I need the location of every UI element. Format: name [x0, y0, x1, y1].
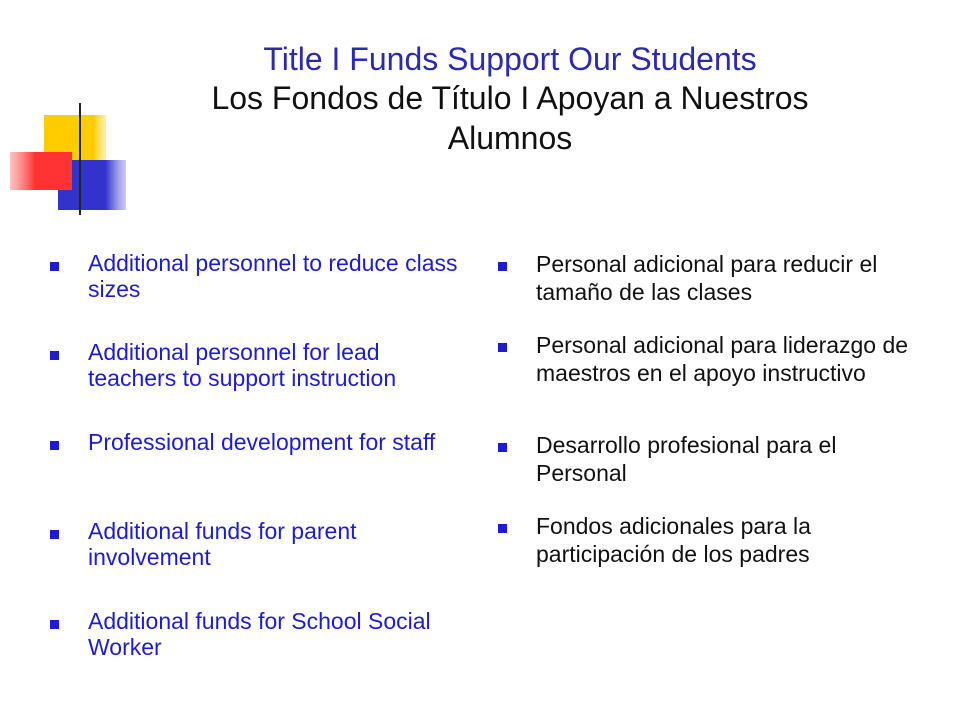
bullet-icon — [498, 343, 507, 352]
list-item — [50, 518, 460, 570]
bullet-icon — [50, 262, 59, 271]
list-item-text: Additional funds for parent involvement — [88, 518, 357, 570]
list-item — [50, 429, 460, 455]
list-item-text: Additional funds for School Social Worker — [88, 608, 431, 660]
bullet-icon — [50, 620, 59, 629]
list-item-text: Fondos adicionales para la participación de los padres — [536, 513, 811, 567]
list-item-text: Personal adicional para reducir el tamaño de las clases — [536, 251, 878, 305]
list-item-text: Professional development for staff — [88, 429, 436, 455]
bullet-icon — [50, 441, 59, 450]
list-item — [498, 431, 918, 487]
deco-red-square — [10, 152, 72, 190]
list-item — [498, 250, 918, 306]
list-item — [50, 339, 460, 391]
title-spanish: Los Fondos de Título I Apoyan a Nuestros Alumnos — [211, 80, 809, 156]
bullet-icon — [498, 262, 507, 271]
list-item-text: Personal adicional para liderazgo de maestros en el apoyo instructivo — [536, 332, 909, 386]
list-item-text: Additional personnel to reduce class sizes — [88, 250, 458, 302]
list-item — [50, 250, 460, 302]
list-item-text: Desarrollo profesional para el Personal — [536, 432, 837, 486]
list-item-text: Additional personnel for lead teachers to support instruction — [88, 339, 397, 391]
slide-title — [150, 40, 870, 158]
bullet-icon — [498, 524, 507, 533]
list-item — [498, 331, 918, 387]
list-item — [50, 608, 460, 660]
bullet-icon — [498, 443, 507, 452]
list-item — [498, 512, 918, 568]
bullet-icon — [50, 351, 59, 360]
title-english: Title I Funds Support Our Students — [263, 41, 757, 77]
bullet-icon — [50, 530, 59, 539]
